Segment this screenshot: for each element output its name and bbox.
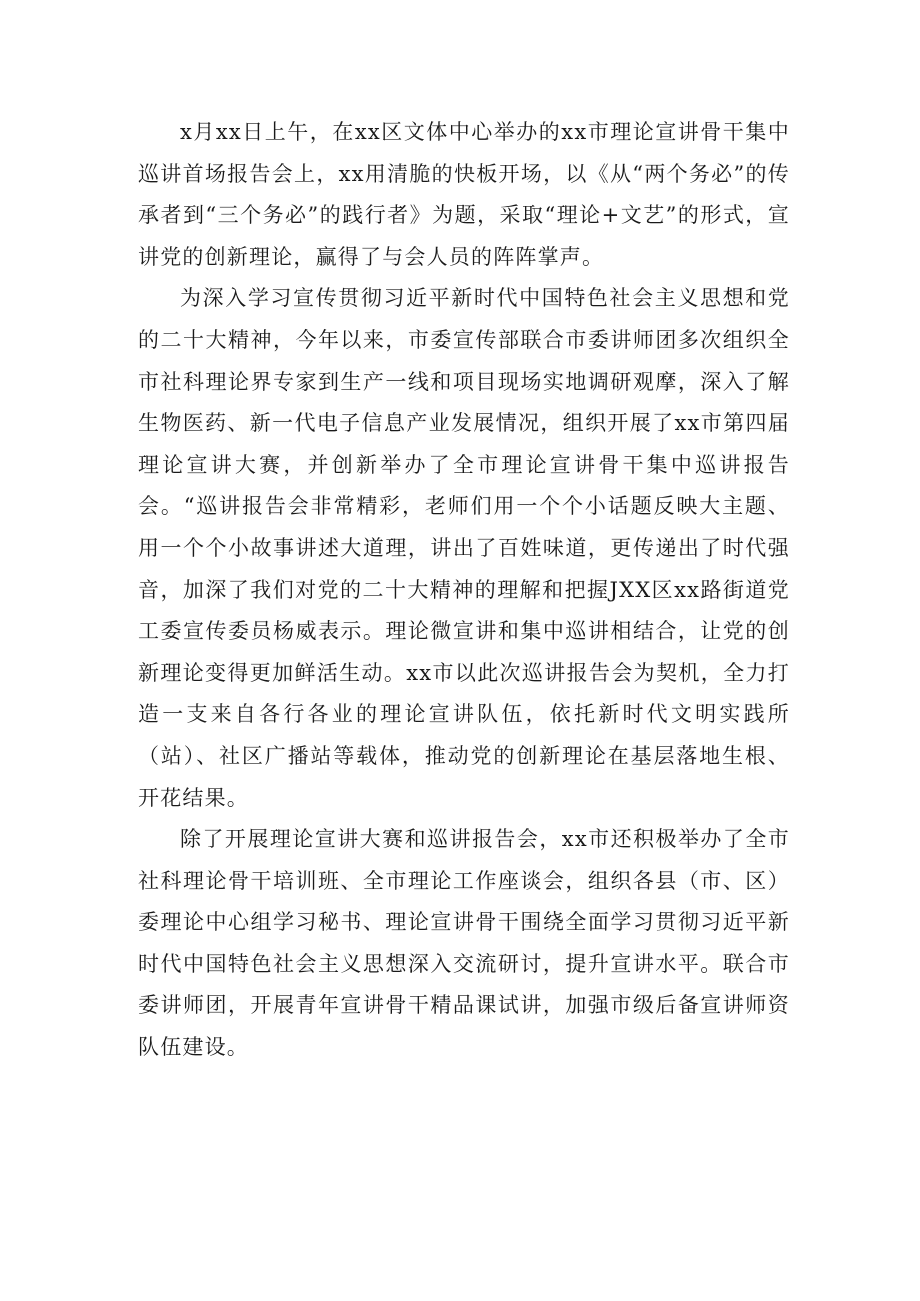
paragraph-3: 除了开展理论宣讲大赛和巡讲报告会，xx市还积极举办了全市社科理论骨干培训班、全市理论工作座谈会，组织各县（市、区）委理论中心组学习秘书、理论宣讲骨干围绕全面学习贯彻习近平新时代中国特色社会主义思想深入交流研讨，提升宣讲水平。联合市委讲师团，开展青年宣讲骨干精品课试讲，加强市级后备宣讲师资队伍建设。 (138, 827, 790, 1060)
paragraph-2: 为深入学习宣传贯彻习近平新时代中国特色社会主义思想和党的二十大精神，今年以来，市委宣传部联合市委讲师团多次组织全市社科理论界专家到生产一线和项目现场实地调研观摩，深入了解生物医药、新一代电子信息产业发展情况，组织开展了xx市第四届理论宣讲大赛，并创新举办了全市理论宣讲骨干集中巡讲报告会。“巡讲报告会非常精彩，老师们用一个个小话题反映大主题、用一个个小故事讲述大道理，讲出了百姓味道，更传递出了时代强音，加深了我们对党的二十大精神的理解和把握JXX区xx路街道党工委宣传委员杨威表示。理论微宣讲和集中巡讲相结合，让党的创新理论变得更加鲜活生动。xx市以此次巡讲报告会为契机，全力打造一支来自各行各业的理论宣讲队伍，依托新时代文明实践所（站）、社区广播站等载体，推动党的创新理论在基层落地生根、开花结果。 (138, 286, 790, 810)
paragraph-1: x月xx日上午，在xx区文体中心举办的xx市理论宣讲骨干集中巡讲首场报告会上，xx用清脆的快板开场，以《从“两个务必”的传承者到“三个务必”的践行者》为题，采取“理论+文艺”的形式，宣讲党的创新理论，赢得了与会人员的阵阵掌声。 (138, 120, 790, 269)
document-body (138, 112, 790, 1069)
